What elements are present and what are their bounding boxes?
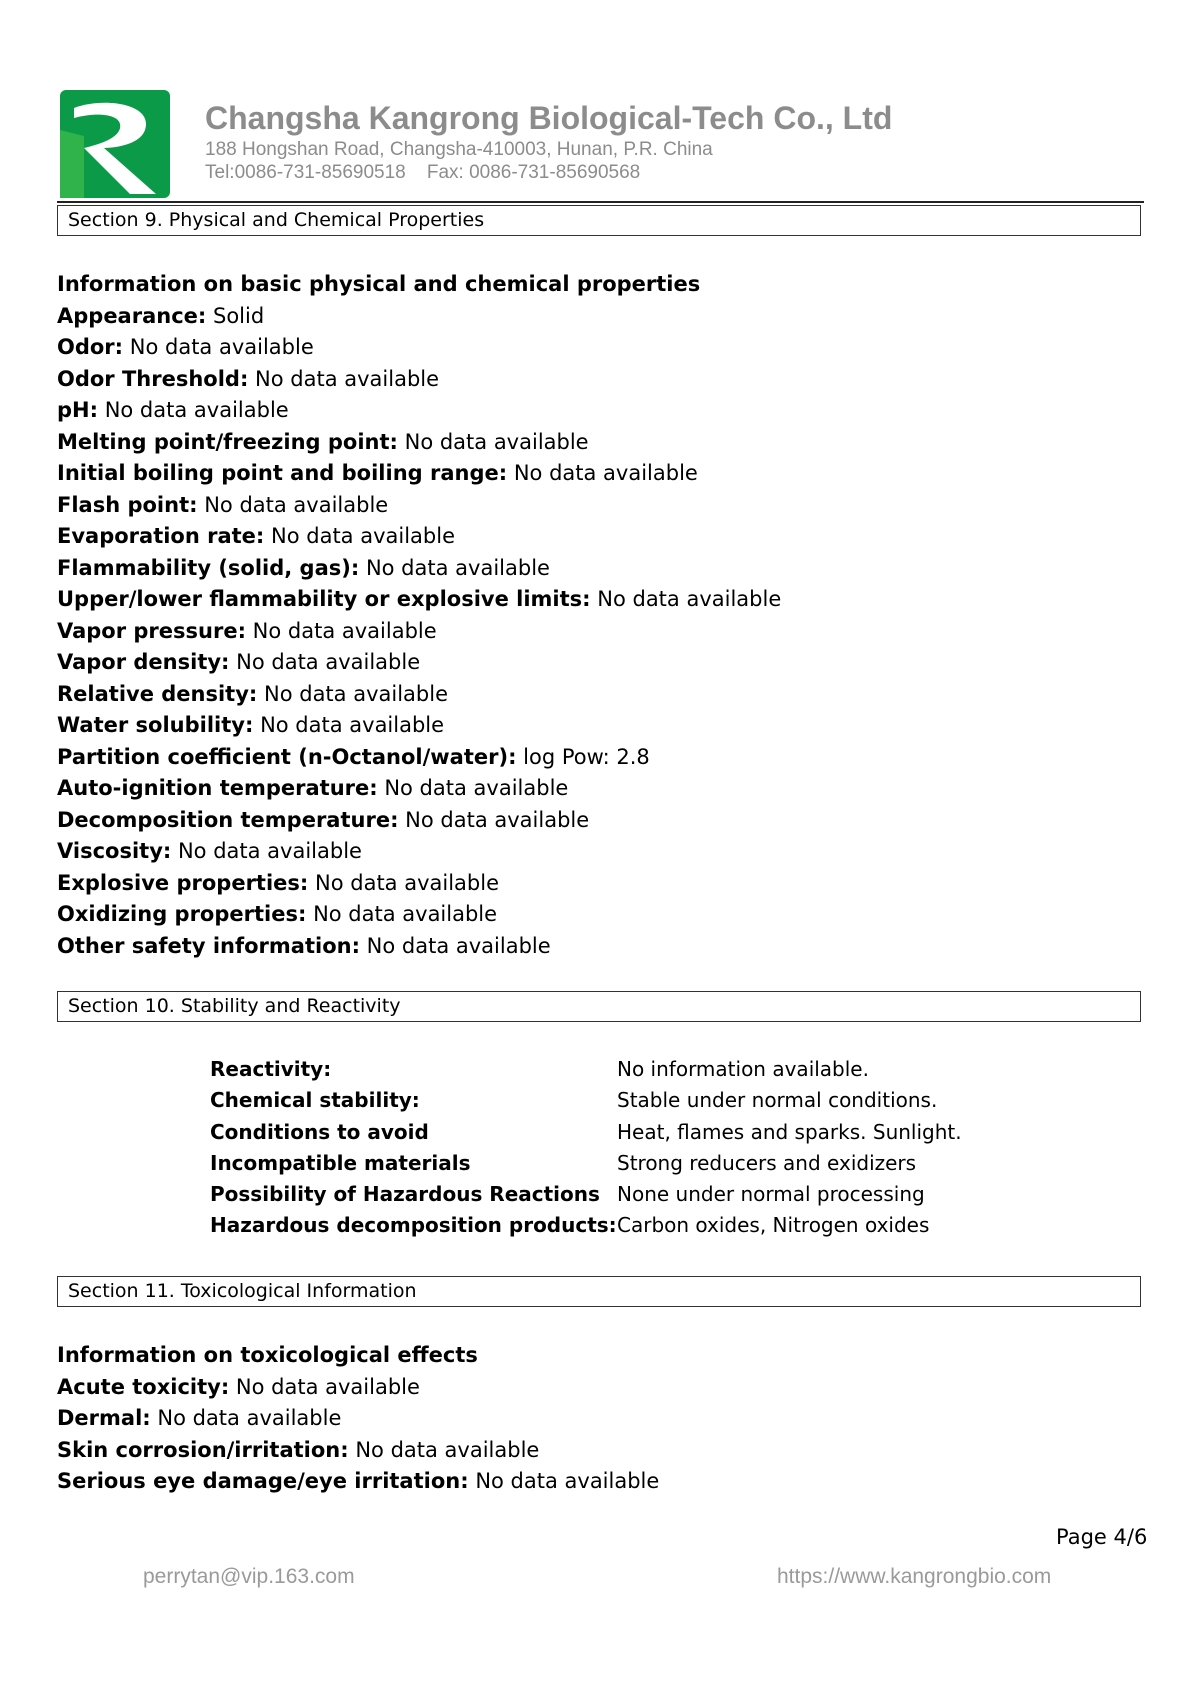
stability-value: Strong reducers and exidizers bbox=[617, 1150, 917, 1175]
property-item-value: No data available bbox=[236, 650, 421, 674]
toxicology-item-label: Serious eye damage/eye irritation: bbox=[57, 1469, 469, 1493]
property-item-label: Other safety information: bbox=[57, 933, 360, 958]
property-item bbox=[57, 931, 781, 963]
property-item bbox=[57, 521, 781, 553]
property-item-value: No data available bbox=[252, 618, 437, 643]
property-item-label: Oxidizing properties: bbox=[57, 902, 307, 926]
stability-label: Reactivity: bbox=[210, 1057, 332, 1081]
footer-website[interactable]: https://www.kangrongbio.com bbox=[777, 1565, 1052, 1588]
property-item-value: No data available bbox=[104, 398, 289, 422]
property-item-label: Auto-ignition temperature: bbox=[57, 776, 378, 800]
property-item bbox=[57, 584, 781, 616]
property-item-value: No data available bbox=[129, 335, 314, 359]
property-item bbox=[57, 301, 781, 333]
property-item-label: Flammability (solid, gas): bbox=[57, 555, 360, 580]
property-item bbox=[57, 868, 781, 900]
toxicology-item bbox=[57, 1466, 659, 1498]
toxicology-item bbox=[57, 1435, 659, 1467]
toxicology-item-value: No data available bbox=[235, 1374, 420, 1399]
stability-row bbox=[210, 1148, 1010, 1179]
stability-label: Hazardous decomposition products: bbox=[210, 1213, 617, 1238]
toxicology-item-value: No data available bbox=[475, 1469, 660, 1493]
property-item-value: No data available bbox=[405, 807, 590, 832]
company-contact: Tel:0086-731-85690518 Fax: 0086-731-85690568 bbox=[205, 162, 641, 183]
stability-row bbox=[210, 1054, 1010, 1085]
property-item-value: No data available bbox=[271, 524, 456, 548]
toxicology-item-value: No data available bbox=[355, 1437, 540, 1462]
property-item-value: No data available bbox=[204, 492, 389, 517]
property-item-value: No data available bbox=[384, 776, 569, 800]
company-info bbox=[205, 98, 892, 184]
footer-email[interactable]: perrytan@vip.163.com bbox=[143, 1565, 355, 1588]
property-item-value: No data available bbox=[313, 902, 498, 926]
property-item-label: Explosive properties: bbox=[57, 870, 309, 895]
property-item bbox=[57, 553, 781, 585]
property-item bbox=[57, 710, 781, 742]
section-11-properties bbox=[57, 1340, 659, 1498]
section-9-title: Section 9. Physical and Chemical Properties bbox=[57, 205, 1141, 236]
property-item-value: No data available bbox=[513, 461, 698, 485]
toxicology-list bbox=[57, 1372, 659, 1498]
property-item-value: No data available bbox=[315, 870, 500, 895]
property-item bbox=[57, 742, 781, 774]
stability-value: None under normal processing bbox=[617, 1182, 925, 1207]
property-item bbox=[57, 395, 781, 427]
property-item-label: Partition coefficient (n-Octanol/water): bbox=[57, 744, 517, 769]
property-item-value: No data available bbox=[177, 839, 362, 863]
property-item-label: Upper/lower flammability or explosive limits: bbox=[57, 587, 591, 611]
property-item-value: No data available bbox=[260, 713, 445, 737]
company-name: Changsha Kangrong Biological-Tech Co., Ltd bbox=[205, 100, 893, 136]
toxicology-item-value: No data available bbox=[157, 1406, 342, 1430]
property-item bbox=[57, 899, 781, 931]
property-item bbox=[57, 427, 781, 459]
stability-label: Conditions to avoid bbox=[210, 1119, 429, 1144]
property-item bbox=[57, 679, 781, 711]
stability-row bbox=[210, 1179, 1010, 1210]
stability-row bbox=[210, 1210, 1010, 1241]
stability-row bbox=[210, 1085, 1010, 1116]
toxicology-item bbox=[57, 1403, 659, 1435]
property-item-value: No data available bbox=[255, 366, 440, 391]
stability-value: Stable under normal conditions. bbox=[617, 1088, 938, 1113]
property-item-label: Flash point: bbox=[57, 492, 198, 517]
property-item-label: Vapor pressure: bbox=[57, 618, 246, 643]
section-11-title: Section 11. Toxicological Information bbox=[57, 1276, 1141, 1307]
property-item bbox=[57, 458, 781, 490]
property-item-value: No data available bbox=[365, 555, 550, 580]
property-item-label: Water solubility: bbox=[57, 713, 254, 737]
property-item-label: Relative density: bbox=[57, 681, 258, 706]
toxicology-item-label: Dermal: bbox=[57, 1406, 151, 1430]
property-item bbox=[57, 364, 781, 396]
property-item-value: No data available bbox=[404, 429, 589, 454]
property-item-value: log Pow: 2.8 bbox=[523, 744, 650, 769]
property-item-label: Vapor density: bbox=[57, 650, 230, 674]
company-address: 188 Hongshan Road, Changsha-410003, Hunan, P.R. China bbox=[205, 139, 713, 160]
property-item-label: Melting point/freezing point: bbox=[57, 429, 398, 454]
property-item-label: Odor Threshold: bbox=[57, 366, 249, 391]
property-item-label: Initial boiling point and boiling range: bbox=[57, 461, 508, 485]
toxicology-item bbox=[57, 1372, 659, 1404]
toxicology-item-label: Acute toxicity: bbox=[57, 1374, 230, 1399]
stability-row bbox=[210, 1117, 1010, 1148]
property-item-label: pH: bbox=[57, 398, 99, 422]
stability-table bbox=[210, 1054, 1010, 1242]
property-list bbox=[57, 301, 781, 963]
header-divider bbox=[57, 201, 1144, 203]
property-item-label: Appearance: bbox=[57, 303, 207, 328]
company-logo bbox=[60, 90, 170, 198]
property-item-value: Solid bbox=[212, 303, 265, 328]
property-item-value: No data available bbox=[597, 587, 782, 611]
page-number: Page 4/6 bbox=[1056, 1525, 1148, 1549]
stability-label: Incompatible materials bbox=[210, 1150, 471, 1175]
section-9-properties bbox=[57, 269, 781, 962]
property-item-label: Decomposition temperature: bbox=[57, 807, 399, 832]
property-item bbox=[57, 332, 781, 364]
toxicology-item-label: Skin corrosion/irritation: bbox=[57, 1437, 349, 1462]
stability-label: Possibility of Hazardous Reactions bbox=[210, 1182, 600, 1207]
stability-label: Chemical stability: bbox=[210, 1088, 420, 1113]
property-item-label: Viscosity: bbox=[57, 839, 172, 863]
property-item bbox=[57, 773, 781, 805]
property-item bbox=[57, 647, 781, 679]
property-item bbox=[57, 836, 781, 868]
section-11-heading: Information on toxicological effects bbox=[57, 1343, 478, 1367]
section-9-heading: Information on basic physical and chemical properties bbox=[57, 272, 701, 296]
property-item-value: No data available bbox=[264, 681, 448, 706]
stability-value: Carbon oxides, Nitrogen oxides bbox=[617, 1213, 930, 1238]
property-item-value: No data available bbox=[366, 933, 551, 958]
stability-value: No information available. bbox=[617, 1057, 869, 1081]
property-item bbox=[57, 805, 781, 837]
section-10-title: Section 10. Stability and Reactivity bbox=[57, 991, 1141, 1022]
property-item-label: Odor: bbox=[57, 335, 124, 359]
property-item-label: Evaporation rate: bbox=[57, 524, 265, 548]
property-item bbox=[57, 490, 781, 522]
stability-value: Heat, flames and sparks. Sunlight. bbox=[617, 1119, 962, 1144]
property-item bbox=[57, 616, 781, 648]
